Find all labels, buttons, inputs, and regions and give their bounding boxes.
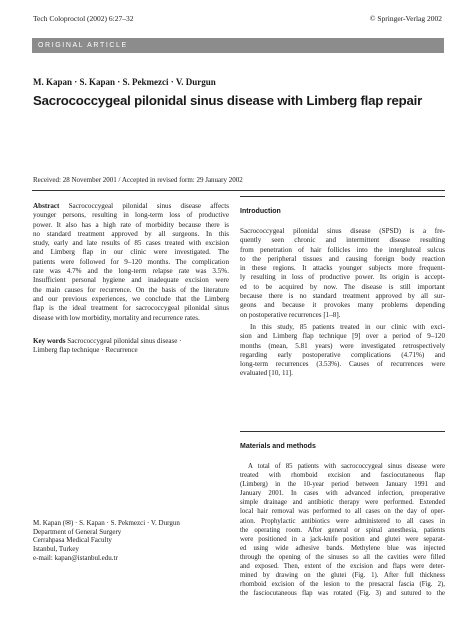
- introduction-paragraph-1: [240, 227, 445, 320]
- author-list: M. Kapan · S. Kapan · S. Pekmezci · V. Durgun: [33, 77, 216, 87]
- abstract-line: flap is the ideal treatment for sacrococcygeal pilonidal sinus: [33, 304, 229, 313]
- article-title: Sacrococcygeal pilonidal sinus disease with Limberg flap repair: [33, 93, 423, 108]
- affiliation-line: Cerrahpasa Medical Faculty: [33, 536, 112, 545]
- intro-line: quently seen chronic and intermittent disease resulting: [240, 236, 445, 245]
- abstract-line: and our previous experiences, we conclude that the Limberg: [33, 294, 229, 303]
- abstract-line: patients were followed for 9–120 months. The complication: [33, 257, 229, 266]
- keywords: [33, 337, 229, 356]
- intro-line: in these regions. It attacks younger subjects more frequent-: [240, 264, 445, 273]
- methods-heading: Materials and methods: [240, 443, 316, 450]
- affiliation-line: Department of General Surgery: [33, 527, 122, 536]
- intro-line: evaluated [10, 11].: [240, 369, 293, 378]
- keywords-heading: Key words: [33, 337, 66, 345]
- intro-line: because there is no standard treatment approved by all sur-: [240, 292, 445, 301]
- abstract-line: study, early and late results of 85 cases treated with excision: [33, 239, 229, 248]
- methods-line: simple drainage and antibiotic therapy were performed. Extended: [240, 499, 445, 507]
- intro-line: on postoperative recurrences [1–8].: [240, 310, 341, 319]
- methods-line: and exposed. Then, extent of the excision and flaps were deter-: [240, 563, 445, 571]
- methods-line: rhomboid excision of the lesion to the presacral fascia (Fig. 2),: [240, 581, 445, 589]
- intro-line: sion and Limberg flap technique [9] over a period of 9–120: [240, 332, 445, 341]
- intro-line: from penetration of hair follicles into the interglutеal sulcus: [240, 245, 445, 254]
- author-affiliation: [33, 519, 180, 563]
- article-type-banner: ORIGINAL ARTICLE: [32, 38, 444, 53]
- abstract-line: no standard treatment approved by all surgeons. In this: [33, 229, 229, 238]
- intro-line: In this study, 85 patients treated in our clinic with exci-: [250, 323, 445, 331]
- methods-paragraph: [240, 462, 445, 598]
- methods-line: (Limberg) in the 10-year period between January 1991 and: [240, 481, 445, 489]
- publisher-copyright: © Springer-Verlag 2002: [369, 14, 442, 23]
- methods-line: mined by drawing on the glutei (Fig. 1). After full thickness: [240, 572, 445, 580]
- abstract-line: Insufficient personal hygiene and inadequate excision were: [33, 276, 229, 285]
- abstract-line: and Limberg flap in our clinic were investigated. The: [33, 248, 229, 257]
- abstract-line: younger persons, resulting in long-term loss of productive: [33, 211, 229, 220]
- methods-line: January 2001. In cases with advanced infection, preoperative: [240, 490, 445, 498]
- intro-line: Sacrococcygeal pilonidal sinus disease (SPSD) is a fre-: [240, 227, 445, 235]
- abstract-line: rate was 4.7% and the long-term relapse rate was 3.5%.: [33, 267, 229, 276]
- journal-reference: Tech Coloproctol (2002) 6:27–32: [33, 14, 134, 23]
- abstract-heading: Abstract: [33, 202, 60, 210]
- methods-line: the operating room. After general or spinal anesthesia, patients: [240, 526, 445, 534]
- intro-line: geons and because it provokes many problems depending: [240, 301, 445, 310]
- introduction-heading: Introduction: [240, 208, 281, 215]
- methods-line: through the opening of the sinuses so all the cavities were filled: [240, 553, 445, 561]
- header-divider: [32, 190, 445, 191]
- intro-line: regarding early postoperative complications (4.71%) and: [240, 350, 445, 359]
- methods-line: local hair removal was performed to all cases on the day of oper-: [240, 508, 445, 516]
- abstract-line: disease with low morbidity, mortality and recurrence rates.: [33, 313, 200, 322]
- introduction-paragraph-2: [240, 323, 445, 379]
- abstract-first-line: [33, 202, 229, 211]
- abstract-line: Sacrococcygeal pilonidal sinus disease affects: [68, 202, 229, 210]
- methods-line: ation. Prophylactic antibiotics were administered to all cases in: [240, 517, 445, 525]
- methods-top-rule: [240, 431, 445, 432]
- received-accepted-dates: Received: 28 November 2001 / Accepted in revised form: 29 January 2002: [33, 176, 243, 184]
- intro-line: long-term recurrences (3.53%). Causes of recurrences were: [240, 360, 445, 369]
- intro-line: months (mean, 5.81 years) were investigated retrospectively: [240, 341, 445, 350]
- methods-line: ed using wide adhesive bands. Methylene blue was injected: [240, 544, 445, 552]
- affiliation-line: M. Kapan (✉) · S. Kapan · S. Pekmezci · V. Durgun: [33, 519, 180, 527]
- abstract-line: power. It also has a high rate of morbidity because there is: [33, 220, 229, 229]
- intro-line: ed to be acquired by now. The disease is still important: [240, 282, 445, 291]
- intro-line: to the peripheral tissues and causing foreign body reaction: [240, 254, 445, 263]
- methods-line: A total of 85 patients with sacrococcygeal sinus disease were: [248, 463, 445, 470]
- abstract-line: the main causes for recurrence. On the basis of the literature: [33, 285, 229, 294]
- methods-line: were positioned in a jack-knife position and glutei were separat-: [240, 535, 445, 543]
- methods-line: the fasciocutaneous flap was rotated (Fig. 3) and sutured to the: [240, 590, 445, 598]
- email-link[interactable]: e-mail: kapan@istanbul.edu.tr: [33, 553, 118, 562]
- methods-line: treated with rhomboid excision and fasciocutaneous flap: [240, 472, 445, 480]
- keywords-line: Sacrococcygeal pilonidal sinus disease ·: [67, 337, 182, 345]
- intro-line: ly resulting in loss of productive power. Its origin is accept-: [240, 273, 445, 282]
- affiliation-line: Istanbul, Turkey: [33, 545, 79, 554]
- introduction-top-rule: [240, 196, 445, 197]
- abstract: [33, 202, 229, 323]
- keywords-line: Limberg flap technique · Recurrence: [33, 346, 138, 355]
